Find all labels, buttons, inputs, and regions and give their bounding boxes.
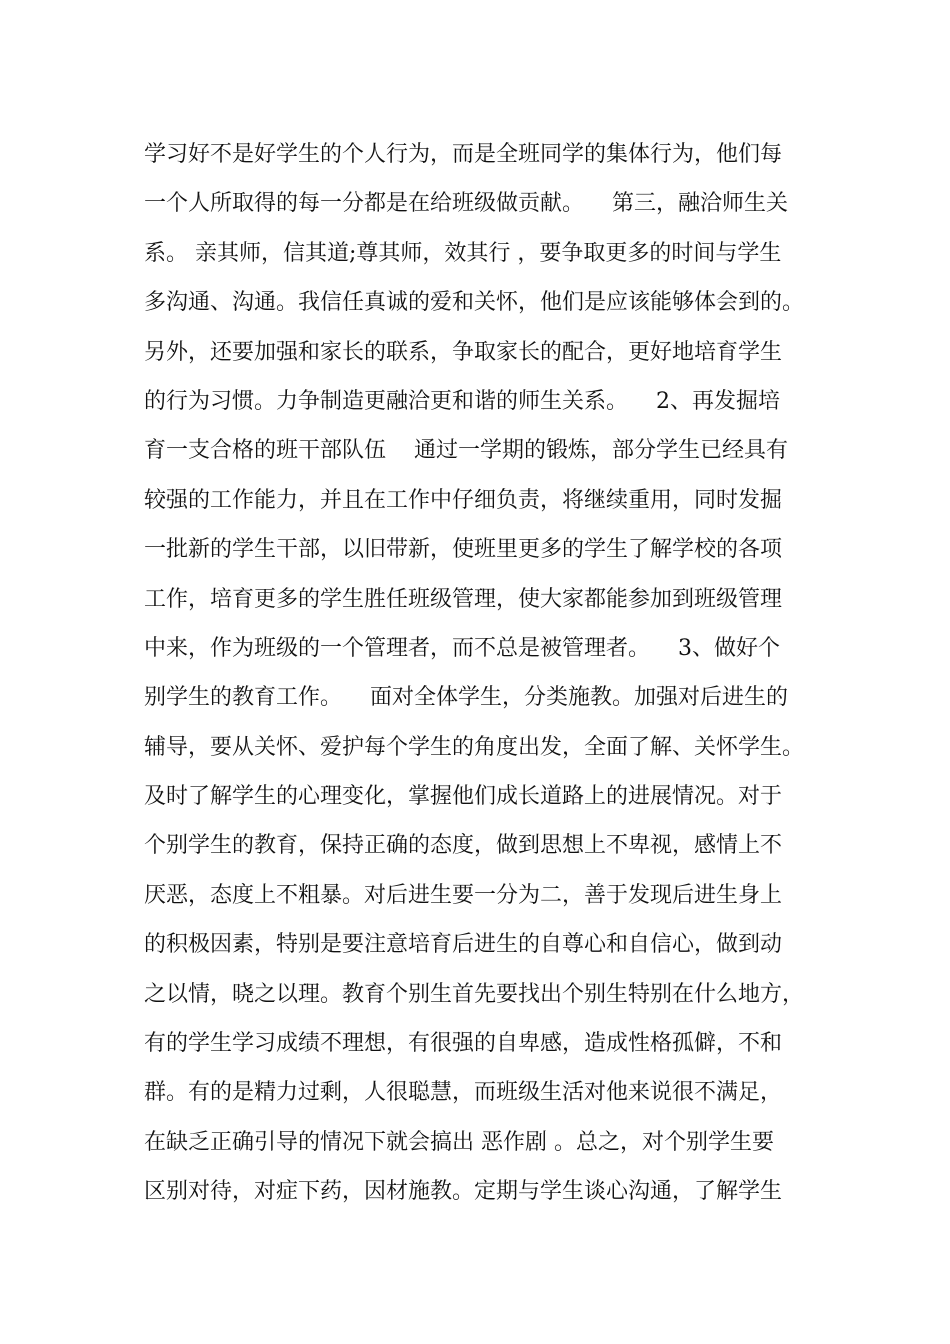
text-line: 育一支合格的班干部队伍 通过一学期的锻炼，部分学生已经具有 xyxy=(144,438,788,464)
text-line: 群。有的是精力过剩，人很聪慧，而班级生活对他来说很不满足， xyxy=(144,1080,783,1106)
text-line: 厌恶，态度上不粗暴。对后进生要一分为二，善于发现后进生身上 xyxy=(144,882,783,908)
text-line: 及时了解学生的心理变化，掌握他们成长道路上的进展情况。对于 xyxy=(144,784,783,810)
text-line: 区别对待，对症下药，因材施教。定期与学生谈心沟通，了解学生 xyxy=(144,1179,783,1205)
text-line: 的积极因素，特别是要注意培育后进生的自尊心和自信心，做到动 xyxy=(144,932,783,958)
text-line: 的行为习惯。力争制造更融洽更和谐的师生关系。 2、再发掘培 xyxy=(144,388,780,414)
text-line: 中来，作为班级的一个管理者，而不总是被管理者。 3、做好个 xyxy=(144,635,780,661)
text-line: 学习好不是好学生的个人行为，而是全班同学的集体行为，他们每 xyxy=(144,142,783,167)
body-text xyxy=(144,130,824,1217)
text-line: 辅导，要从关怀、爱护每个学生的角度出发，全面了解、关怀学生。 xyxy=(144,734,805,760)
text-line: 另外，还要加强和家长的联系，争取家长的配合，更好地培育学生 xyxy=(144,339,783,365)
text-line: 之以情，晓之以理。教育个别生首先要找出个别生特别在什么地方， xyxy=(144,981,805,1007)
text-line: 有的学生学习成绩不理想，有很强的自卑感，造成性格孤僻，不和 xyxy=(144,1031,783,1057)
text-line: 系。 亲其师，信其道;尊其师，效其行 ，要争取更多的时间与学生 xyxy=(144,240,782,266)
text-line: 一批新的学生干部，以旧带新，使班里更多的学生了解学校的各项 xyxy=(144,537,783,563)
text-line: 工作，培育更多的学生胜任班级管理，使大家都能参加到班级管理 xyxy=(144,586,783,612)
text-line: 在缺乏正确引导的情况下就会搞出 恶作剧 。总之，对个别学生要 xyxy=(144,1129,774,1155)
text-line: 较强的工作能力，并且在工作中仔细负责，将继续重用，同时发掘 xyxy=(144,487,783,513)
text-line: 个别学生的教育，保持正确的态度，做到思想上不卑视，感情上不 xyxy=(144,833,783,859)
text-line: 别学生的教育工作。 面对全体学生，分类施教。加强对后进生的 xyxy=(144,685,788,711)
text-line: 多沟通、沟通。我信任真诚的爱和关怀，他们是应该能够体会到的。 xyxy=(144,290,805,316)
text-line: 一个人所取得的每一分都是在给班级做贡献。 第三，融洽师生关 xyxy=(144,191,788,217)
